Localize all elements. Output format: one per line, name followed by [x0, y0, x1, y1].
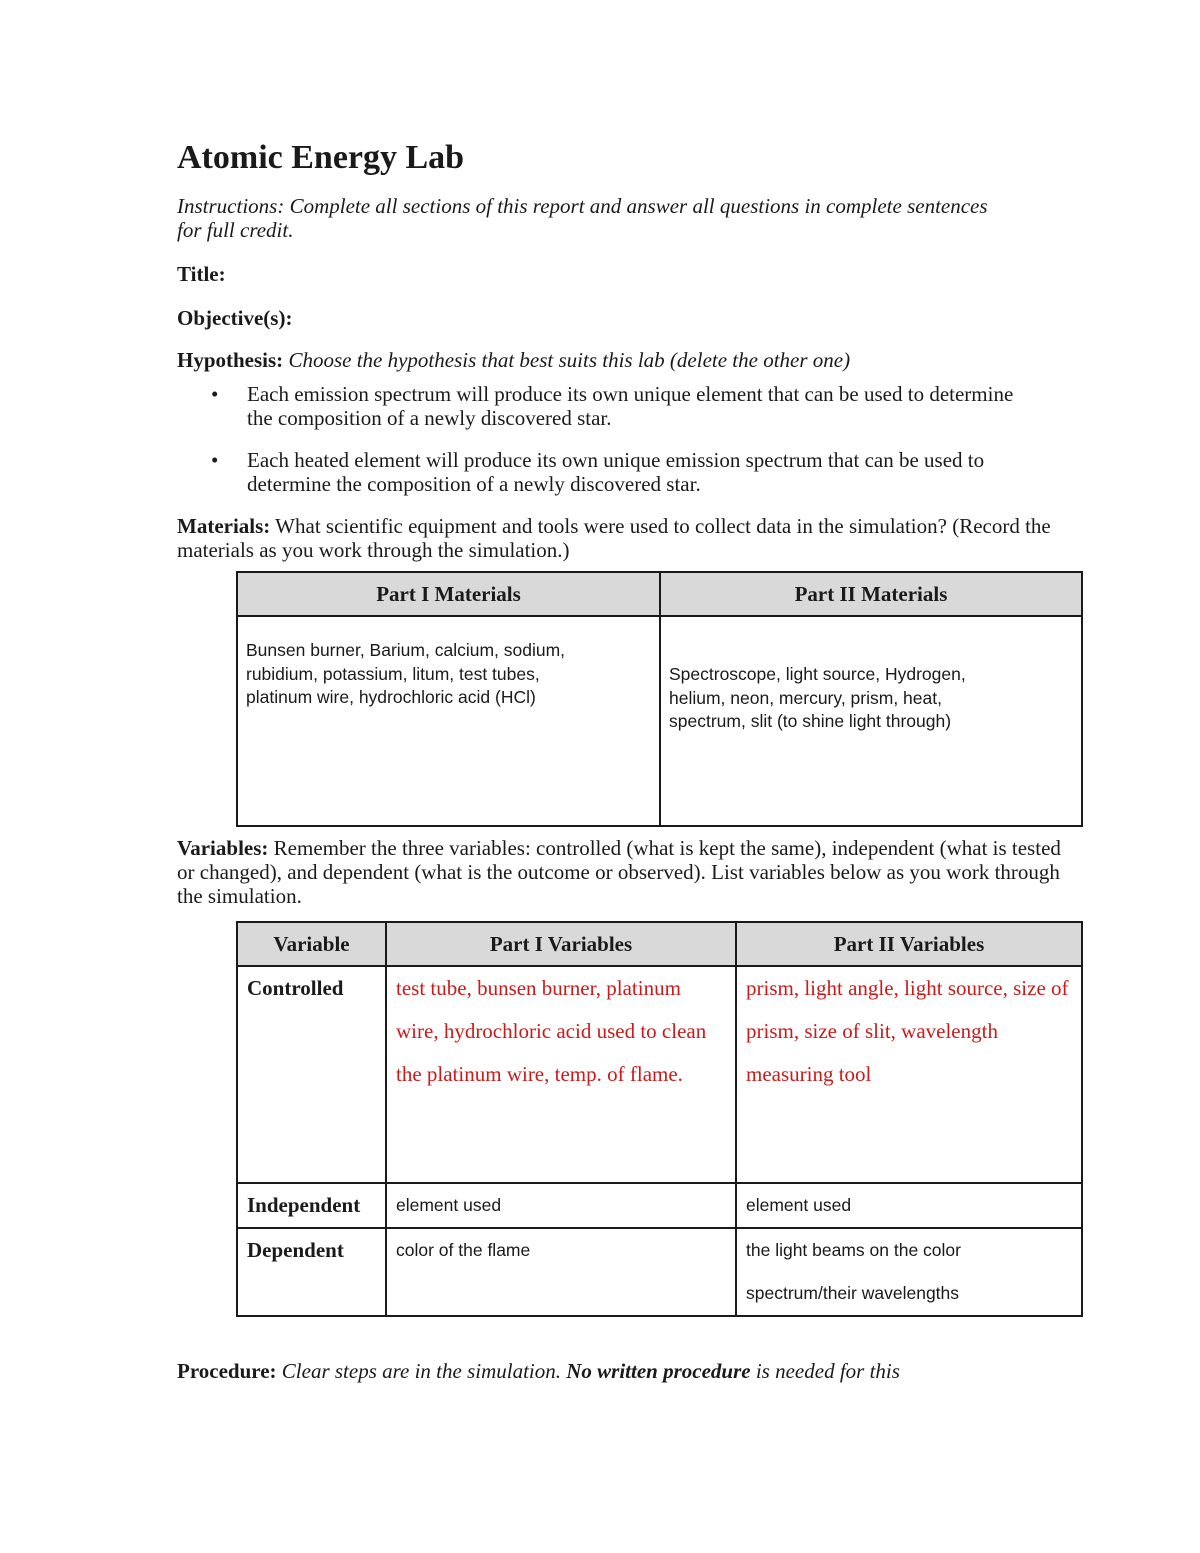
materials-section [177, 514, 1083, 562]
materials-part1-text: Bunsen burner, Barium, calcium, sodium, rubidium, potassium, litum, test tubes, platinum wire, hydrochloric acid (HCl) [246, 640, 566, 707]
document-content [177, 136, 1083, 1383]
title-section [177, 262, 1083, 286]
independent-part2-cell[interactable]: element used [736, 1183, 1082, 1228]
dependent-part2-cell[interactable]: the light beams on the color spectrum/their wavelengths [736, 1228, 1082, 1316]
materials-header-part1: Part I Materials [237, 572, 660, 616]
title-label: Title: [177, 262, 226, 286]
hypothesis-options [177, 382, 1083, 496]
variables-header-part1: Part I Variables [386, 922, 736, 966]
materials-header-part2: Part II Materials [660, 572, 1082, 616]
hypothesis-option [177, 448, 1017, 496]
hypothesis-option-text: Each emission spectrum will produce its own unique element that can be used to determine the composition of a newly discovered star. [247, 382, 1014, 430]
row-label-dependent: Dependent [237, 1228, 386, 1316]
variables-header-part2: Part II Variables [736, 922, 1082, 966]
procedure-section [177, 1359, 1083, 1383]
variables-header-row [237, 922, 1082, 966]
materials-header-row [237, 572, 1082, 616]
materials-cell-part2[interactable] [660, 616, 1082, 826]
table-row [237, 1183, 1082, 1228]
hypothesis-option-text: Each heated element will produce its own unique emission spectrum that can be used to determine the composition of a newly discovered star. [247, 448, 985, 496]
objective-label: Objective(s): [177, 306, 293, 330]
hypothesis-section [177, 348, 1083, 372]
materials-label: Materials: [177, 514, 271, 538]
independent-part1-cell[interactable]: element used [386, 1183, 736, 1228]
controlled-part1-cell[interactable]: test tube, bunsen burner, platinum wire, hydrochloric acid used to clean the platinum wire, temp. of flame. [386, 966, 736, 1183]
materials-cell-part1[interactable] [237, 616, 660, 826]
table-row [237, 1228, 1082, 1316]
hypothesis-label: Hypothesis: [177, 348, 284, 372]
variables-table [236, 921, 1083, 1317]
instructions-text: Instructions: Complete all sections of this report and answer all questions in complete sentences for full credit. [177, 194, 988, 242]
bullet-icon: • [211, 448, 219, 472]
row-label-independent: Independent [237, 1183, 386, 1228]
hypothesis-prompt: Choose the hypothesis that best suits this lab (delete the other one) [288, 348, 851, 372]
bullet-icon: • [211, 382, 219, 406]
materials-table [236, 571, 1083, 827]
row-label-controlled: Controlled [237, 966, 386, 1183]
materials-text: What scientific equipment and tools were used to collect data in the simulation? (Record the materials as you work through the simulation.) [177, 514, 1051, 562]
dependent-part1-cell[interactable]: color of the flame [386, 1228, 736, 1316]
page-title: Atomic Energy Lab [177, 139, 465, 176]
procedure-bold-text: No written procedure [566, 1359, 751, 1383]
controlled-part2-cell[interactable]: prism, light angle, light source, size of prism, size of slit, wavelength measuring tool [736, 966, 1082, 1183]
procedure-label: Procedure: [177, 1359, 277, 1383]
procedure-text-end: is needed for this [755, 1359, 900, 1383]
hypothesis-option [177, 382, 1017, 430]
variables-label: Variables: [177, 836, 269, 860]
materials-row [237, 616, 1082, 826]
materials-part2-text: Spectroscope, light source, Hydrogen, helium, neon, mercury, prism, heat, spectrum, slit (to shine light through) [669, 664, 966, 731]
procedure-text: Clear steps are in the simulation. [281, 1359, 561, 1383]
variables-text: Remember the three variables: controlled (what is kept the same), independent (what is tested or changed), and dependent (what is the outcome or observed). List variables below as you work through the simulation. [177, 836, 1061, 908]
objective-section [177, 306, 1083, 330]
table-row [237, 966, 1082, 1183]
variables-header-variable: Variable [237, 922, 386, 966]
variables-section [177, 836, 1083, 908]
